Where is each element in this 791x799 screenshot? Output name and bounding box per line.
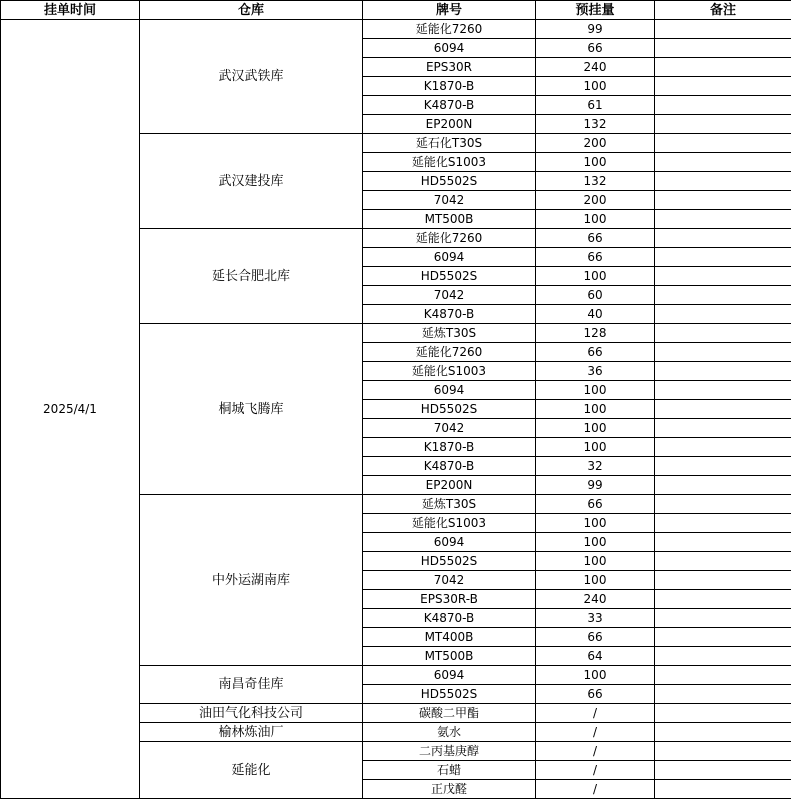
remark-cell: [655, 362, 791, 381]
remark-cell: [655, 419, 791, 438]
warehouse-name: 桐城飞腾库: [140, 324, 363, 495]
remark-cell: [655, 77, 791, 96]
quantity-cell: 66: [536, 39, 655, 58]
grade-cell: 6094: [363, 666, 536, 685]
quantity-cell: 66: [536, 628, 655, 647]
quantity-cell: /: [536, 780, 655, 799]
warehouse-name: 榆林炼油厂: [140, 723, 363, 742]
remark-cell: [655, 761, 791, 780]
grade-cell: 石蜡: [363, 761, 536, 780]
grade-cell: K1870-B: [363, 77, 536, 96]
grade-cell: EPS30R: [363, 58, 536, 77]
header-remark: 备注: [655, 1, 791, 20]
remark-cell: [655, 628, 791, 647]
warehouse-name: 南昌奇佳库: [140, 666, 363, 704]
remark-cell: [655, 381, 791, 400]
quantity-cell: 240: [536, 58, 655, 77]
remark-cell: [655, 495, 791, 514]
quantity-cell: 240: [536, 590, 655, 609]
quantity-cell: /: [536, 742, 655, 761]
remark-cell: [655, 248, 791, 267]
remark-cell: [655, 39, 791, 58]
grade-cell: 延能化S1003: [363, 514, 536, 533]
remark-cell: [655, 514, 791, 533]
listing-date: 2025/4/1: [1, 20, 140, 799]
grade-cell: K1870-B: [363, 438, 536, 457]
quantity-cell: 99: [536, 20, 655, 39]
quantity-cell: 200: [536, 134, 655, 153]
quantity-cell: 100: [536, 533, 655, 552]
remark-cell: [655, 210, 791, 229]
quantity-cell: 100: [536, 210, 655, 229]
quantity-cell: 33: [536, 609, 655, 628]
grade-cell: 延炼T30S: [363, 495, 536, 514]
grade-cell: 6094: [363, 381, 536, 400]
quantity-cell: 66: [536, 495, 655, 514]
remark-cell: [655, 666, 791, 685]
quantity-cell: 128: [536, 324, 655, 343]
grade-cell: 延能化S1003: [363, 153, 536, 172]
remark-cell: [655, 609, 791, 628]
remark-cell: [655, 438, 791, 457]
remark-cell: [655, 780, 791, 799]
remark-cell: [655, 533, 791, 552]
warehouse-name: 延长合肥北库: [140, 229, 363, 324]
quantity-cell: 66: [536, 343, 655, 362]
quantity-cell: 99: [536, 476, 655, 495]
grade-cell: 氨水: [363, 723, 536, 742]
quantity-cell: 100: [536, 514, 655, 533]
remark-cell: [655, 590, 791, 609]
quantity-cell: 36: [536, 362, 655, 381]
warehouse-name: 中外运湖南库: [140, 495, 363, 666]
grade-cell: HD5502S: [363, 685, 536, 704]
grade-cell: HD5502S: [363, 267, 536, 286]
table-body: [1, 20, 791, 799]
remark-cell: [655, 571, 791, 590]
quantity-cell: /: [536, 723, 655, 742]
quantity-cell: 200: [536, 191, 655, 210]
warehouse-name: 油田气化科技公司: [140, 704, 363, 723]
quantity-cell: 100: [536, 571, 655, 590]
quantity-cell: 100: [536, 438, 655, 457]
grade-cell: 碳酸二甲酯: [363, 704, 536, 723]
remark-cell: [655, 476, 791, 495]
remark-cell: [655, 457, 791, 476]
quantity-cell: 132: [536, 172, 655, 191]
grade-cell: MT500B: [363, 210, 536, 229]
grade-cell: HD5502S: [363, 552, 536, 571]
remark-cell: [655, 267, 791, 286]
quantity-cell: 100: [536, 153, 655, 172]
grade-cell: 二丙基庚醇: [363, 742, 536, 761]
remark-cell: [655, 134, 791, 153]
remark-cell: [655, 343, 791, 362]
quantity-cell: 40: [536, 305, 655, 324]
grade-cell: EP200N: [363, 115, 536, 134]
remark-cell: [655, 552, 791, 571]
quantity-cell: 64: [536, 647, 655, 666]
remark-cell: [655, 305, 791, 324]
grade-cell: 7042: [363, 286, 536, 305]
quantity-cell: 100: [536, 381, 655, 400]
quantity-cell: 100: [536, 77, 655, 96]
grade-cell: K4870-B: [363, 457, 536, 476]
quantity-cell: /: [536, 761, 655, 780]
remark-cell: [655, 96, 791, 115]
grade-cell: 延能化S1003: [363, 362, 536, 381]
table-row: [1, 20, 791, 39]
grade-cell: 7042: [363, 191, 536, 210]
quantity-cell: 66: [536, 685, 655, 704]
grade-cell: 7042: [363, 571, 536, 590]
remark-cell: [655, 723, 791, 742]
quantity-cell: 66: [536, 248, 655, 267]
quantity-cell: 100: [536, 419, 655, 438]
header-warehouse: 仓库: [140, 1, 363, 20]
grade-cell: 正戊醛: [363, 780, 536, 799]
grade-cell: 6094: [363, 533, 536, 552]
quantity-cell: 66: [536, 229, 655, 248]
grade-cell: 延能化7260: [363, 20, 536, 39]
grade-cell: K4870-B: [363, 96, 536, 115]
remark-cell: [655, 153, 791, 172]
remark-cell: [655, 172, 791, 191]
quantity-cell: 100: [536, 400, 655, 419]
remark-cell: [655, 191, 791, 210]
quantity-cell: 60: [536, 286, 655, 305]
header-grade: 牌号: [363, 1, 536, 20]
remark-cell: [655, 115, 791, 134]
remark-cell: [655, 58, 791, 77]
grade-cell: 延能化7260: [363, 343, 536, 362]
grade-cell: HD5502S: [363, 172, 536, 191]
remark-cell: [655, 742, 791, 761]
grade-cell: HD5502S: [363, 400, 536, 419]
grade-cell: MT400B: [363, 628, 536, 647]
grade-cell: K4870-B: [363, 609, 536, 628]
grade-cell: 延能化7260: [363, 229, 536, 248]
remark-cell: [655, 324, 791, 343]
remark-cell: [655, 704, 791, 723]
grade-cell: 7042: [363, 419, 536, 438]
quantity-cell: 32: [536, 457, 655, 476]
quantity-cell: 100: [536, 666, 655, 685]
remark-cell: [655, 286, 791, 305]
grade-cell: MT500B: [363, 647, 536, 666]
remark-cell: [655, 400, 791, 419]
warehouse-name: 延能化: [140, 742, 363, 799]
remark-cell: [655, 647, 791, 666]
warehouse-name: 武汉武铁库: [140, 20, 363, 134]
remark-cell: [655, 685, 791, 704]
remark-cell: [655, 229, 791, 248]
grade-cell: EP200N: [363, 476, 536, 495]
remark-cell: [655, 20, 791, 39]
quantity-cell: 132: [536, 115, 655, 134]
grade-cell: 延炼T30S: [363, 324, 536, 343]
quantity-cell: 100: [536, 552, 655, 571]
warehouse-name: 武汉建投库: [140, 134, 363, 229]
grade-cell: 6094: [363, 248, 536, 267]
header-row: [1, 1, 791, 20]
header-date: 挂单时间: [1, 1, 140, 20]
quantity-cell: 100: [536, 267, 655, 286]
grade-cell: EPS30R-B: [363, 590, 536, 609]
grade-cell: 延石化T30S: [363, 134, 536, 153]
grade-cell: K4870-B: [363, 305, 536, 324]
quantity-cell: /: [536, 704, 655, 723]
header-quantity: 预挂量: [536, 1, 655, 20]
grade-cell: 6094: [363, 39, 536, 58]
quantity-cell: 61: [536, 96, 655, 115]
